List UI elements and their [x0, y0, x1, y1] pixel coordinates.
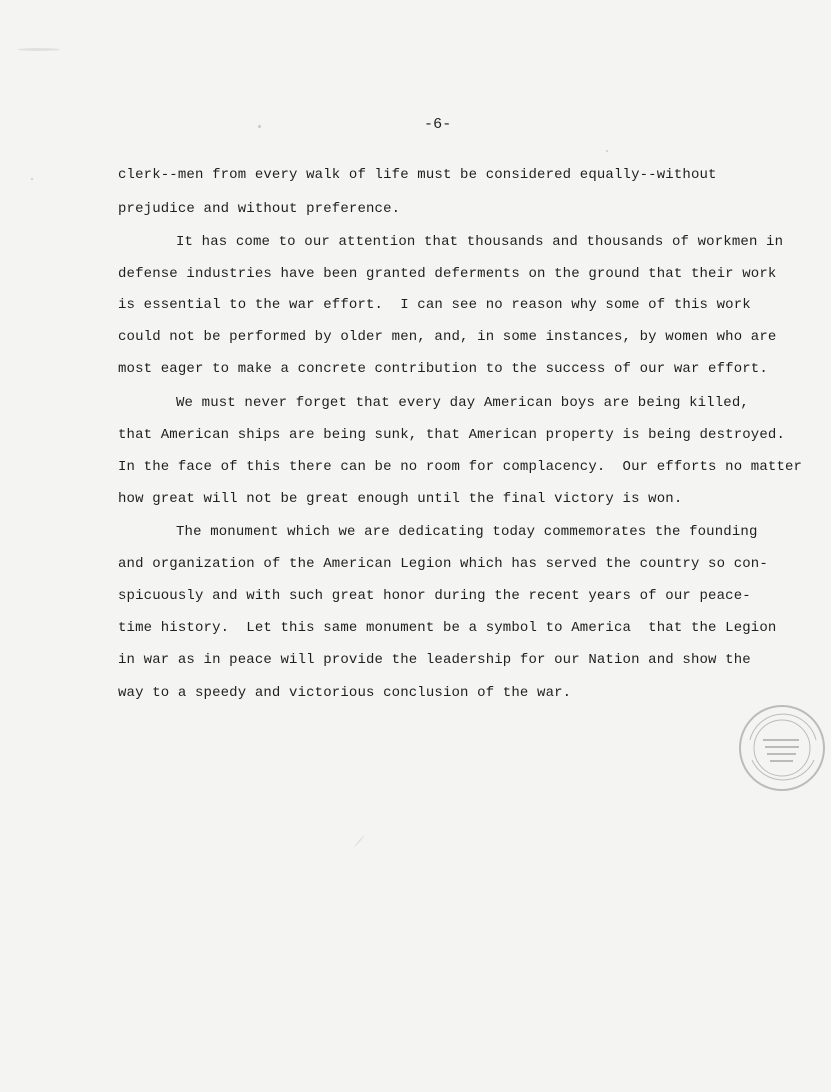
text-line: The monument which we are dedicating today commemorates the founding [176, 524, 758, 540]
paper-mark [354, 835, 365, 848]
paper-mark [258, 125, 261, 128]
library-stamp-icon [727, 698, 831, 800]
text-line: clerk--men from every walk of life must be considered equally--without [118, 167, 717, 183]
text-line: most eager to make a concrete contribution to the success of our war effort. [118, 361, 768, 377]
paper-mark [31, 178, 33, 180]
page-number: -6- [424, 116, 452, 133]
paper-mark [606, 150, 608, 152]
paper-mark [18, 48, 60, 51]
text-line: time history. Let this same monument be a symbol to America that the Legion [118, 620, 777, 636]
text-line: prejudice and without preference. [118, 201, 401, 217]
text-line: We must never forget that every day American boys are being killed, [176, 395, 749, 411]
text-line: spicuously and with such great honor during the recent years of our peace- [118, 588, 751, 604]
text-line: way to a speedy and victorious conclusion of the war. [118, 685, 572, 701]
text-line: in war as in peace will provide the leadership for our Nation and show the [118, 652, 751, 668]
text-line: could not be performed by older men, and, in some instances, by women who are [118, 329, 777, 345]
text-line: how great will not be great enough until the final victory is won. [118, 491, 683, 507]
text-line: that American ships are being sunk, that American property is being destroyed. [118, 427, 786, 443]
text-line: It has come to our attention that thousands and thousands of workmen in [176, 234, 784, 250]
text-line: In the face of this there can be no room for complacency. Our efforts no matter [118, 459, 803, 475]
text-line: defense industries have been granted deferments on the ground that their work [118, 266, 777, 282]
text-line: and organization of the American Legion which has served the country so con- [118, 556, 768, 572]
text-line: is essential to the war effort. I can see no reason why some of this work [118, 297, 751, 313]
